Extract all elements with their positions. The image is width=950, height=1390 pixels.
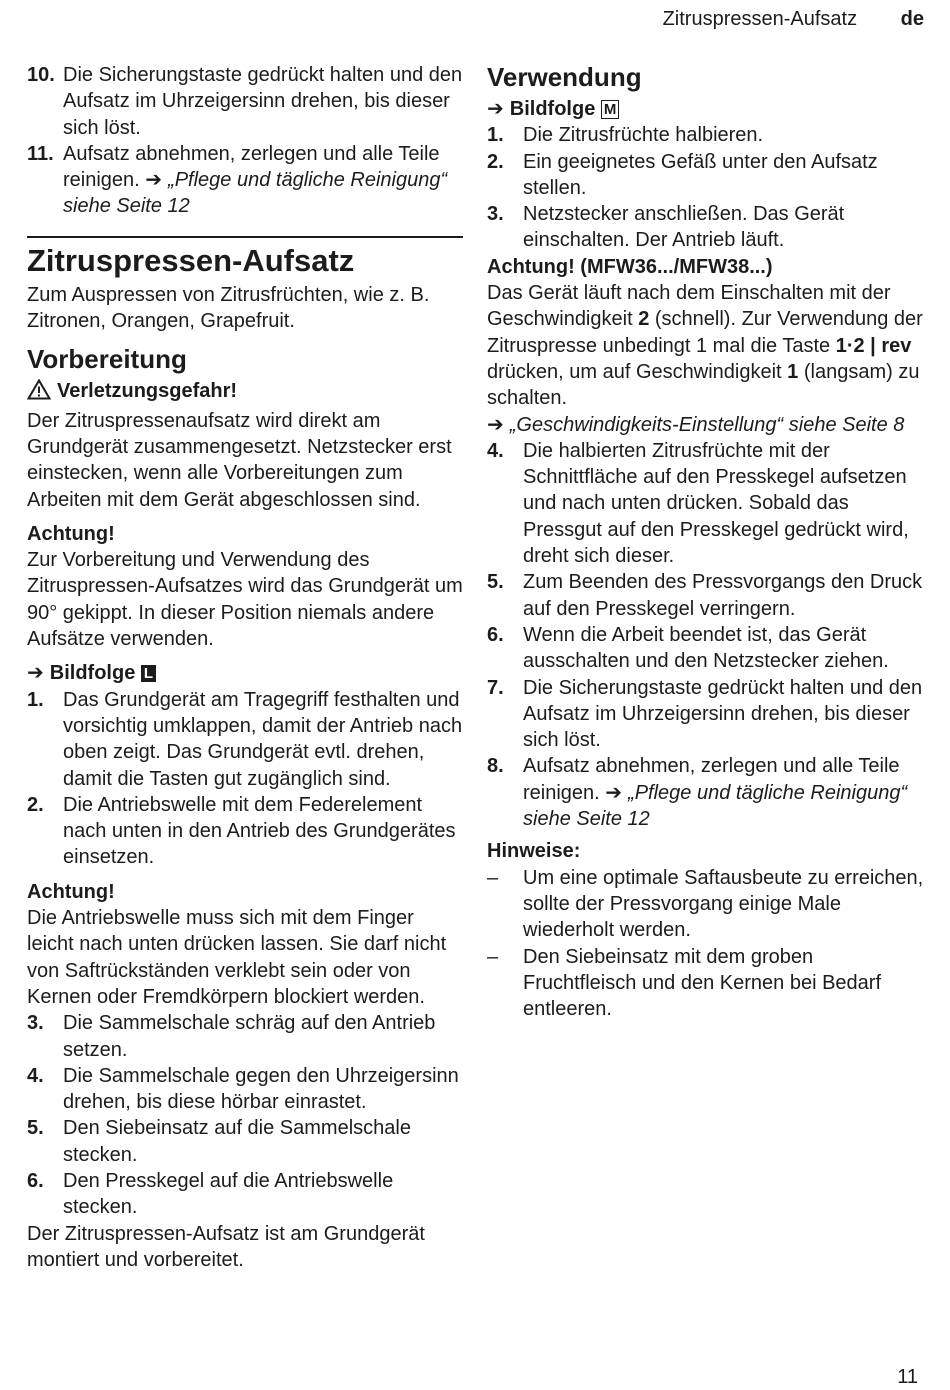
step-text: Die Zitrusfrüchte halbieren. <box>523 124 764 147</box>
arrow-right-icon: ➔ <box>145 169 163 192</box>
caution-heading: Achtung! (MFW36.../MFW38...) <box>487 255 773 278</box>
step-text: Den Siebeinsatz auf die Sammelschale stecken. <box>63 1117 411 1166</box>
step-number: 11. <box>27 142 54 165</box>
right-column <box>487 62 925 1022</box>
closing-text: Der Zitruspressen-Aufsatz ist am Grundgerät montiert und vorbereitet. <box>27 1222 425 1271</box>
step-number: 6. <box>27 1169 44 1192</box>
warning-heading <box>27 378 463 407</box>
list-item <box>27 141 463 220</box>
step-number: 2. <box>27 793 44 816</box>
arrow-right-icon: ➔ <box>605 781 623 804</box>
step-text: Die Antriebswelle mit dem Federelement nach unten in den Antrieb des Grundgerätes einsetzen. <box>63 793 456 869</box>
caution-text <box>487 280 925 411</box>
list-item <box>487 149 925 202</box>
list-item <box>27 792 463 871</box>
list-item <box>27 62 463 141</box>
cross-reference-line <box>487 412 925 438</box>
list-item <box>487 438 925 569</box>
step-number: 8. <box>487 755 504 778</box>
step-number: 5. <box>27 1117 44 1140</box>
step-text-with-ref <box>523 753 925 832</box>
warning-triangle-icon <box>27 379 51 407</box>
list-item <box>487 753 925 832</box>
step-text: Aufsatz abnehmen, zerlegen und alle Teile reinigen. <box>63 142 440 192</box>
step-number: 4. <box>487 439 504 462</box>
usage-heading: Verwendung <box>487 62 642 92</box>
step-text: Aufsatz abnehmen, zerlegen und alle Teile reinigen. <box>523 755 900 804</box>
notes-heading: Hinweise: <box>487 840 581 863</box>
caution-heading: Achtung! <box>27 880 115 903</box>
step-text: Ein geeignetes Gefäß unter den Aufsatz stellen. <box>523 150 878 199</box>
speed-value: 2 <box>638 308 650 331</box>
arrow-right-icon: ➔ <box>27 662 44 685</box>
cross-reference: „Pflege und tägliche Reinigung“ siehe Seite 12 <box>523 781 908 831</box>
caution-text-part: (schnell). Zur Verwendung der Zitruspresse unbedingt 1 mal die Taste <box>487 308 923 357</box>
step-number: 5. <box>487 571 504 594</box>
bullet-dash: – <box>487 945 499 968</box>
step-number: 3. <box>487 203 504 226</box>
arrow-right-icon: ➔ <box>487 413 504 436</box>
figure-letter-badge: L <box>141 665 156 682</box>
step-text: Die Sicherungstaste gedrückt halten und den Aufsatz im Uhrzeigersinn drehen, bis dieser sich löst. <box>523 676 923 752</box>
step-number: 4. <box>27 1064 44 1087</box>
preparation-heading: Vorbereitung <box>27 344 187 375</box>
step-text: Das Grundgerät am Tragegriff festhalten und vorsichtig umklappen, damit der Antrieb nach oben zeigt. Das Grundgerät evtl. drehen, damit die Tasten gut zugänglich sind. <box>63 688 463 790</box>
caution-text: Die Antriebswelle muss sich mit dem Finger leicht nach unten drücken lassen. Sie darf nicht von Saftrückständen verklebt sein oder von Kernen oder Fremdkörpern blockiert werden. <box>27 907 447 1008</box>
header-section-title: Zitruspressen-Aufsatz <box>662 8 858 30</box>
list-item <box>487 122 925 148</box>
page-header <box>663 6 924 32</box>
list-item <box>27 1063 463 1116</box>
list-item <box>27 687 463 792</box>
list-item <box>487 201 925 254</box>
page-number: 11 <box>897 1366 918 1388</box>
list-item <box>487 865 925 944</box>
section-title: Zitruspressen-Aufsatz <box>27 242 355 278</box>
header-language: de <box>900 8 924 30</box>
list-item <box>487 675 925 754</box>
step-number: 7. <box>487 676 504 699</box>
caution-text-part: drücken, um auf Geschwindigkeit <box>487 360 782 383</box>
step-text: Die Sicherungstaste gedrückt halten und den Aufsatz im Uhrzeigersinn drehen, bis dieser sich löst. <box>63 64 463 139</box>
cross-reference: „Geschwindigkeits-Einstellung“ siehe Seite 8 <box>509 413 905 436</box>
button-label-ref: 1·2 | rev <box>835 334 912 357</box>
list-item <box>487 622 925 675</box>
bullet-dash: – <box>487 866 499 889</box>
step-number: 2. <box>487 150 504 173</box>
bildfolge-label: Bildfolge <box>49 662 136 685</box>
cross-reference: „Pflege und tägliche Reinigung“ siehe Seite 12 <box>63 169 448 218</box>
list-item <box>27 1010 463 1063</box>
step-text: Zum Beenden des Pressvorgangs den Druck auf den Presskegel verringern. <box>523 571 923 620</box>
arrow-right-icon: ➔ <box>487 98 504 120</box>
step-number: 1. <box>27 688 44 711</box>
speed-value: 1 <box>787 360 799 383</box>
step-text: Die Sammelschale gegen den Uhrzeigersinn drehen, bis diese hörbar einrastet. <box>63 1064 459 1114</box>
bildfolge-label: Bildfolge <box>509 98 596 120</box>
note-text: Den Siebeinsatz mit dem groben Fruchtfleisch und den Kernen bei Bedarf entleeren. <box>523 945 881 1021</box>
bildfolge-reference <box>487 96 925 122</box>
warning-text: Der Zitruspressenaufsatz wird direkt am Grundgerät zusammengesetzt. Netzstecker erst einstecken, wenn alle Vorbereitungen zum Arbeiten mit dem Gerät abgeschlossen sind. <box>27 409 452 511</box>
step-text: Den Presskegel auf die Antriebswelle stecken. <box>63 1169 394 1219</box>
list-item <box>27 1168 463 1221</box>
caution-text-part: (langsam) zu schalten. <box>487 360 920 410</box>
section-divider <box>27 236 463 238</box>
step-text: Die Sammelschale schräg auf den Antrieb setzen. <box>63 1012 436 1061</box>
left-column <box>27 62 463 1273</box>
caution-text: Zur Vorbereitung und Verwendung des Zitruspressen-Aufsatzes wird das Grundgerät um 90° gekippt. In dieser Position niemals andere Aufsätze verwenden. <box>27 549 463 651</box>
step-text: Wenn die Arbeit beendet ist, das Gerät ausschalten und den Netzstecker ziehen. <box>523 623 889 673</box>
section-intro: Zum Auspressen von Zitrusfrüchten, wie z. B. Zitronen, Orangen, Grapefruit. <box>27 283 430 333</box>
caution-heading: Achtung! <box>27 522 115 545</box>
bildfolge-reference <box>27 660 463 686</box>
step-number: 6. <box>487 623 504 646</box>
step-text: Die halbierten Zitrusfrüchte mit der Schnittfläche auf den Presskegel aufsetzen und nach unten drücken. Sobald das Pressgut auf den Presskegel gedrückt wird, dreht sich dieser. <box>523 439 909 568</box>
step-text-with-ref <box>63 141 463 220</box>
list-item <box>487 569 925 622</box>
note-text: Um eine optimale Saftausbeute zu erreichen, sollte der Pressvorgang einige Male wiederholt werden. <box>523 866 924 942</box>
step-number: 1. <box>487 124 504 147</box>
step-text: Netzstecker anschließen. Das Gerät einschalten. Der Antrieb läuft. <box>523 203 845 252</box>
figure-letter-badge: M <box>601 100 620 119</box>
step-number: 10. <box>27 64 55 86</box>
step-number: 3. <box>27 1012 44 1035</box>
list-item <box>487 944 925 1023</box>
caution-text-part: Das Gerät läuft nach dem Einschalten mit der Geschwindigkeit <box>487 282 891 331</box>
list-item <box>27 1115 463 1168</box>
warning-title: Verletzungsgefahr! <box>57 380 238 403</box>
